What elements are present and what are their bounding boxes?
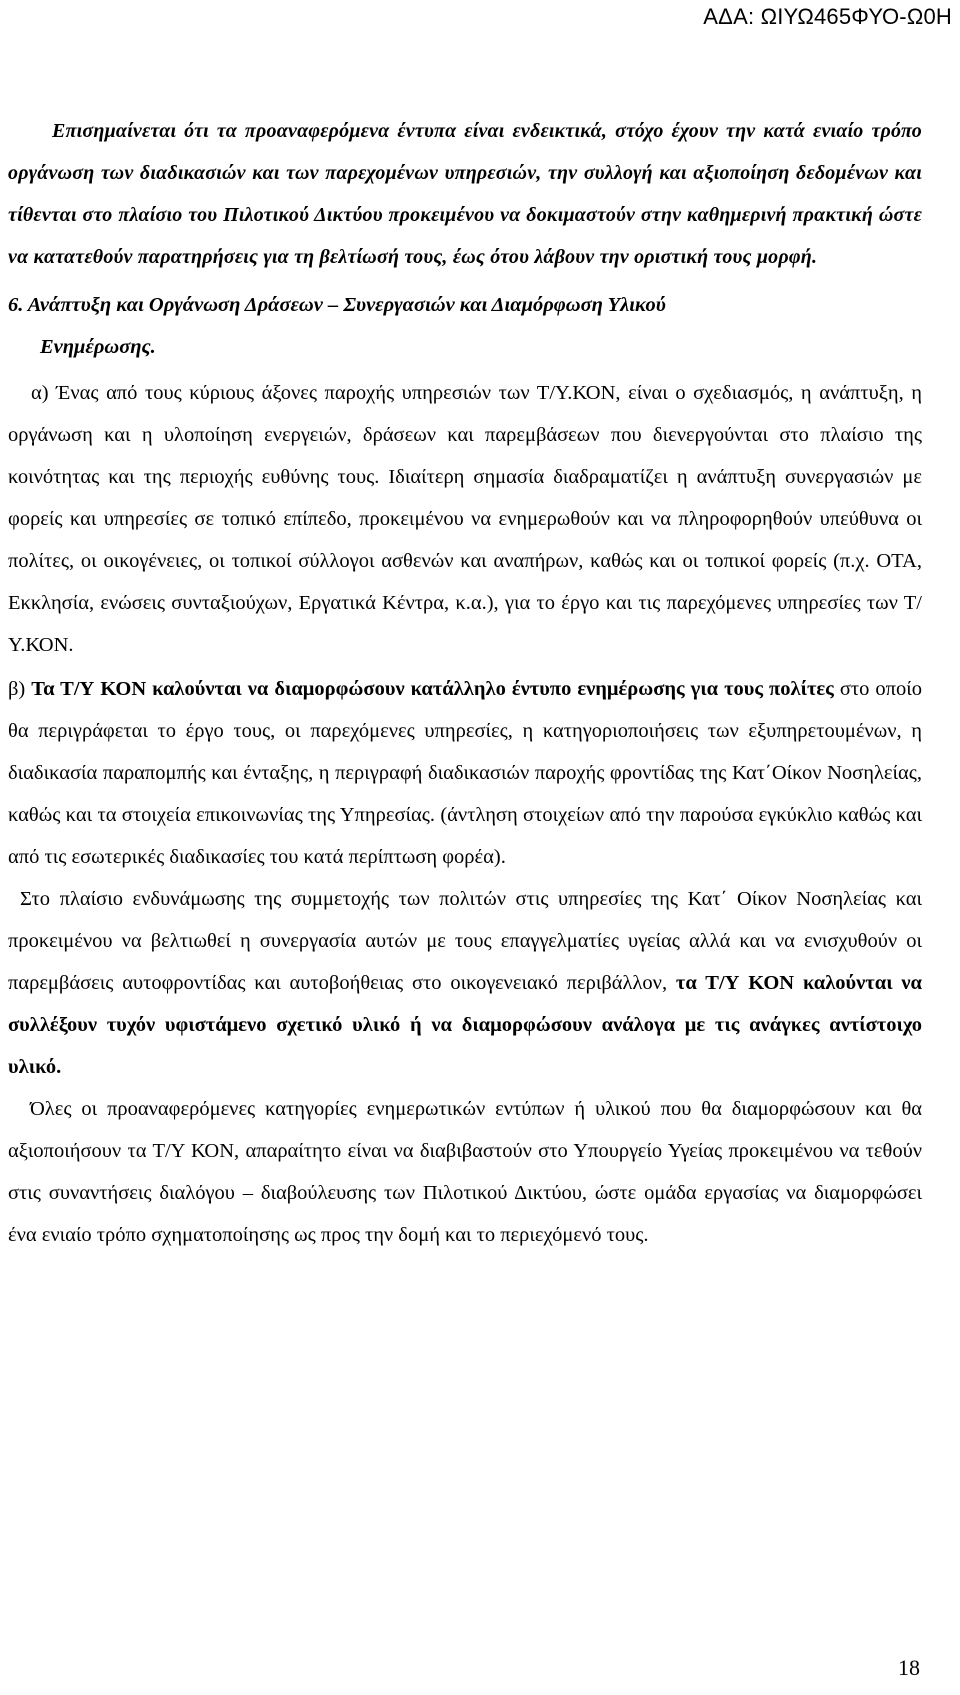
section-6-title: Ανάπτυξη και Οργάνωση Δράσεων – Συνεργασιών και Διαμόρφωση Υλικού (27, 294, 666, 316)
ada-code: ΑΔΑ: ΩΙΥΩ465ΦΥΟ-Ω0Η (703, 4, 952, 29)
paragraph-closing: Όλες οι προαναφερόμενες κατηγορίες ενημερωτικών εντύπων ή υλικού που θα διαμορφώσουν και θα αξιοποιήσουν τα Τ/Υ ΚΟΝ, απαραίτητο είναι να διαβιβαστούν στο Υπουργείο Υγείας προκειμένου να τεθούν στις συναντήσεις διαλόγου – διαβούλευσης των Πιλοτικού Δικτύου, ώστε ομάδα εργασίας να διαμορφώσει ένα ενιαίο τρόπο σχηματοποίησης ως προς την δομή και το περιεχόμενό τους. (8, 1098, 922, 1246)
page-number: 18 (898, 1655, 920, 1680)
paragraph-participation (8, 878, 922, 1088)
paragraph-beta-prefix: β) (8, 678, 32, 700)
paragraph-alpha: α) Ένας από τους κύριους άξονες παροχής υπηρεσιών των Τ/Υ.ΚΟΝ, είναι ο σχεδιασμός, η ανάπτυξη, η οργάνωση και η υλοποίηση ενεργειών, δράσεων και παρεμβάσεων που διενεργούνται στο πλαίσιο της κοινότητας και της περιοχής ευθύνης τους. Ιδιαίτερη σημασία διαδραματίζει η ανάπτυξη συνεργασιών με φορείς και υπηρεσίες σε τοπικό επίπεδο, προκειμένου να ενημερωθούν και να πληροφορηθούν υπεύθυνα οι πολίτες, οι οικογένειες, οι τοπικοί σύλλογοι ασθενών και αναπήρων, καθώς και οι τοπικοί φορείς (π.χ. ΟΤΑ, Εκκλησία, ενώσεις συνταξιούχων, Εργατικά Κέντρα, κ.α.), για το έργο και τις παρεχόμενες υπηρεσίες των Τ/Υ.ΚΟΝ. (8, 382, 922, 656)
intro-paragraph: Επισημαίνεται ότι τα προαναφερόμενα έντυπα είναι ενδεικτικά, στόχο έχουν την κατά ενιαίο τρόπο οργάνωση των διαδικασιών και των παρεχομένων υπηρεσιών, την συλλογή και αξιοποίηση δεδομένων και τίθενται στο πλαίσιο του Πιλοτικού Δικτύου προκειμένου να δοκιμαστούν στην καθημερινή πρακτική ώστε να κατατεθούν παρατηρήσεις για τη βελτίωσή τους, έως ότου λάβουν την οριστική τους μορφή. (8, 120, 922, 268)
section-6-heading (8, 284, 922, 326)
paragraph-beta-rest: στο οποίο θα περιγράφεται το έργο τους, οι παρεχόμενες υπηρεσίες, η κατηγοριοποιήσεις των εξυπηρετουμένων, η διαδικασία παραπομπής και ένταξης, η περιγραφή διαδικασιών παροχής φροντίδας της Κατ΄Οίκον Νοσηλείας, καθώς και τα στοιχεία επικοινωνίας της Υπηρεσίας. (άντληση στοιχείων από την παρούσα εγκύκλιο καθώς και από τις εσωτερικές διαδικασίες του κατά περίπτωση φορέα). (8, 678, 922, 868)
paragraph-participation-bold: τα Τ/Υ ΚΟΝ καλούνται να συλλέξουν τυχόν υφιστάμενο σχετικό υλικό ή να διαμορφώσουν ανάλογα με τις ανάγκες αντίστοιχο υλικό. (8, 972, 922, 1078)
paragraph-beta-bold: Τα Τ/Υ ΚΟΝ καλούνται να διαμορφώσουν κατάλληλο έντυπο ενημέρωσης για τους πολίτες (31, 678, 834, 700)
section-6-number: 6. (8, 294, 24, 316)
paragraph-participation-text: Στο πλαίσιο ενδυνάμωσης της συμμετοχής των πολιτών στις υπηρεσίες της Κατ΄ Οίκον Νοσηλείας και προκειμένου να βελτιωθεί η συνεργασία αυτών με τους επαγγελματίες υγείας αλλά και να ενισχυθούν οι παρεμβάσεις αυτοφροντίδας και αυτοβοήθειας στο οικογενειακό περιβάλλον, (8, 888, 922, 994)
section-6-heading-continuation: Ενημέρωσης. (40, 336, 156, 358)
document-body (8, 110, 922, 1256)
paragraph-beta (8, 668, 922, 878)
